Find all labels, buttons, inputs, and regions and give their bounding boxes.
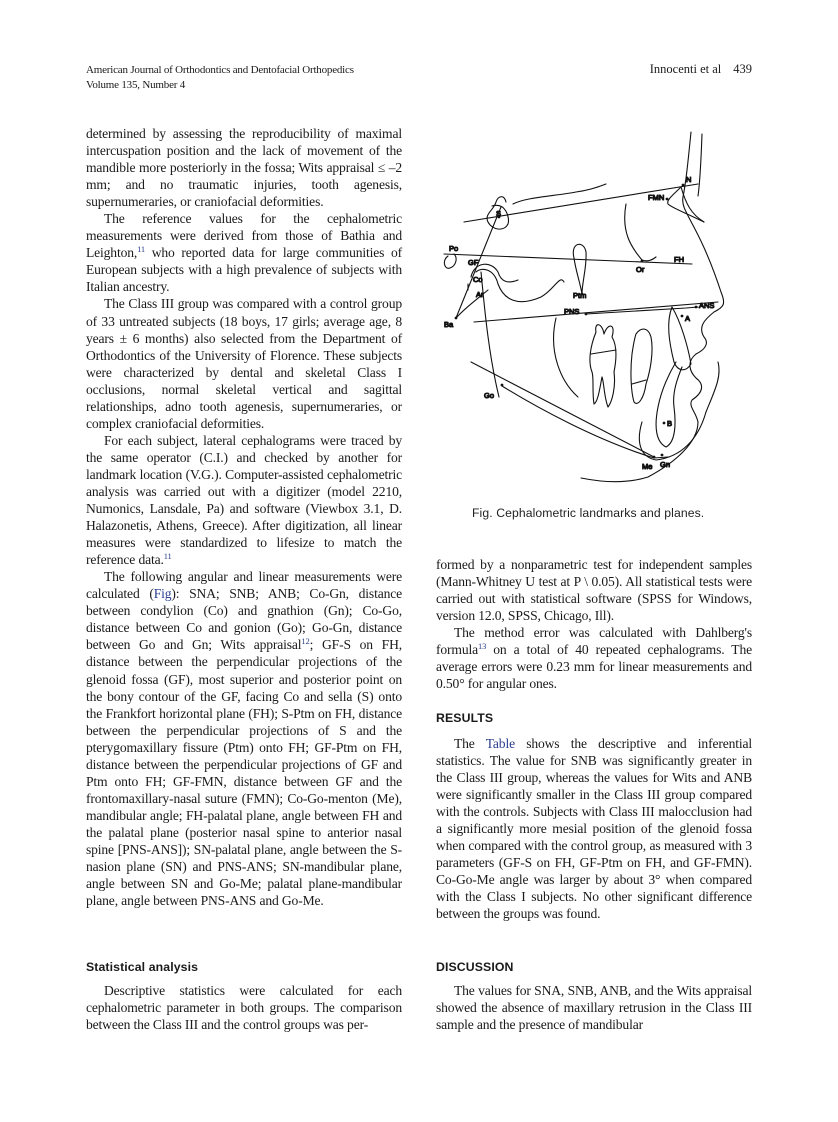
results-body xyxy=(436,735,752,923)
svg-text:S: S xyxy=(496,209,502,218)
paragraph: The Class III group was compared with a control group of 33 untreated subjects (18 boys, 17 girls; average age, 8 years ± 6 months) also selected from the Department of Orthodontics of the University of Florence. These subjects were characterized by dental and skeletal Class I occlusions, normal skeletal vertical and sagittal relationships, adno tooth agenesis, supernumeraries, or complex craniofacial deformities. xyxy=(86,296,402,431)
right-column xyxy=(436,556,752,692)
svg-text:GF: GF xyxy=(468,258,479,267)
section-heading-statistical-analysis: Statistical analysis xyxy=(86,960,199,974)
paragraph: The method error was calculated with Dahlberg's formula$^{13}$ on a total of 40 repeated cephalograms. The average errors were 0.23 mm for linear measurements and 0.50° for angular ones. xyxy=(436,625,752,692)
authors: Innocenti et al xyxy=(649,62,722,76)
journal-volume: Volume 135, Number 4 xyxy=(86,79,186,91)
paragraph: determined by assessing the reproducibility of maximal intercuspation position and the lack of movement of the mandible more posteriorly in the fossa; Wits appraisal ≤ –2 mm; and no traumatic injuries, tooth agenesis, supernumeraries, or craniofacial deformities. xyxy=(86,126,402,210)
paragraph: The values for SNA, SNB, ANB, and the Wits appraisal showed the absence of maxillary retrusion in the Class III sample and the presence of mandibular xyxy=(436,983,752,1033)
citation-11[interactable]: 11 xyxy=(163,551,172,562)
cephalometric-figure xyxy=(436,122,756,502)
journal-title: American Journal of Orthodontics and Dentofacial Orthopedics xyxy=(86,64,354,76)
svg-text:Gn: Gn xyxy=(660,460,671,469)
figure-caption: Fig. Cephalometric landmarks and planes. xyxy=(472,506,705,520)
section-heading-results: RESULTS xyxy=(436,711,494,725)
svg-text:Me: Me xyxy=(642,462,653,471)
running-header-journal xyxy=(86,63,354,93)
svg-text:N: N xyxy=(686,175,692,184)
svg-text:Ar: Ar xyxy=(476,290,484,299)
paragraph: The Table shows the descriptive and inferential statistics. The value for SNB was significantly greater in the Class III group, whereas the values for Wits and ANB were significantly smaller in the Class III group compared with the controls. Subjects with Class III malocclusion had a significantly more mesial position of the glenoid fossa when compared with the control group, as measured with 3 parameters (GF-S on FH, GF-Ptm on FH, and GF-FMN). Co-Go-Me angle was larger by about 3° when compared with the Class I subjects. No other significant difference between the groups was found. xyxy=(436,736,753,922)
svg-text:A: A xyxy=(685,314,691,323)
svg-text:Ptm: Ptm xyxy=(573,291,587,300)
citation-13[interactable]: 13 xyxy=(477,641,487,652)
svg-text:Co: Co xyxy=(473,275,483,284)
table-link[interactable]: Table xyxy=(485,736,515,751)
svg-text:Or: Or xyxy=(636,265,645,274)
paragraph: The reference values for the cephalometric measurements were derived from those of Bathia and Leighton,$^{11}$ who reported data for large communities of European subjects with a high prevalence of subjects with Italian ancestry. xyxy=(86,211,402,295)
running-header-page xyxy=(650,62,752,77)
figure-link[interactable]: Fig xyxy=(153,586,172,602)
svg-text:FMN: FMN xyxy=(648,193,665,202)
citation-12[interactable]: 12 xyxy=(301,636,310,647)
left-column xyxy=(86,125,402,909)
discussion-body xyxy=(436,982,752,1033)
citation-11[interactable]: 11 xyxy=(137,244,146,255)
paragraph: For each subject, lateral cephalograms were traced by the same operator (C.I.) and checked by another for landmark location (V.G.). Computer-assisted cephalometric analysis was carried out with a digitizer (model 2210, Numonics, Lansdale, Pa) and software (Viewbox 3.1, D. Halazonetis, Athens, Greece). After digitization, all linear measures were standardized to lifesize to match the reference data.$^{11}$ xyxy=(86,432,402,568)
statistical-analysis-body xyxy=(86,982,402,1033)
svg-text:PNS: PNS xyxy=(564,307,580,316)
svg-text:Po: Po xyxy=(449,244,459,253)
svg-text:ANS: ANS xyxy=(699,301,715,310)
svg-text:Go: Go xyxy=(484,391,495,400)
section-heading-discussion: DISCUSSION xyxy=(436,960,514,974)
paragraph: Descriptive statistics were calculated for each cephalometric parameter in both groups. The comparison between the Class III and the control groups was per- xyxy=(86,983,402,1033)
page-number: 439 xyxy=(733,62,752,76)
svg-text:FH: FH xyxy=(674,255,684,264)
cephalometric-tracing-icon xyxy=(436,122,756,502)
svg-text:Ba: Ba xyxy=(444,320,454,329)
paragraph: The following angular and linear measurements were calculated (Fig): SNA; SNB; ANB; Co-Gn, distance between condylion (Co) and gnathion (Gn); Co-Go, distance between Co and gonion (Go); Go-Gn, distance between Go and Gn; Wits appraisal$^{12}$; GF-S on FH, distance between the perpendicular projections of the glenoid fossa (GF), most superior and posterior point on the bony contour of the GF, facing Co and sella (S) onto the Frankfort horizontal plane (FH); S-Ptm on FH, distance between the perpendicular projections of S and the pterygomaxillary fissure (Ptm) onto FH; GF-Ptm on FH, distance between the perpendicular projections of GF and Ptm onto FH; GF-FMN, distance between GF and the frontomaxillary-nasal suture (FMN); Co-Go-menton (Me), mandibular angle; FH-palatal plane, angle between FH and the palatal plane (posterior nasal spine to anterior nasal spine [PNS-ANS]); SN-palatal plane, angle between the S-nasion plane (SN) and PNS-ANS; SN-mandibular plane, angle between SN and Go-Me; palatal plane-mandibular plane, angle between PNS-ANS and Go-Me. xyxy=(86,569,402,909)
svg-text:B: B xyxy=(667,419,673,428)
paragraph: formed by a nonparametric test for independent samples (Mann-Whitney U test at P \ 0.05). All statistical tests were carried out with statistical software (SPSS for Windows, version 12.0, SPSS, Chicago, Ill). xyxy=(436,557,752,624)
